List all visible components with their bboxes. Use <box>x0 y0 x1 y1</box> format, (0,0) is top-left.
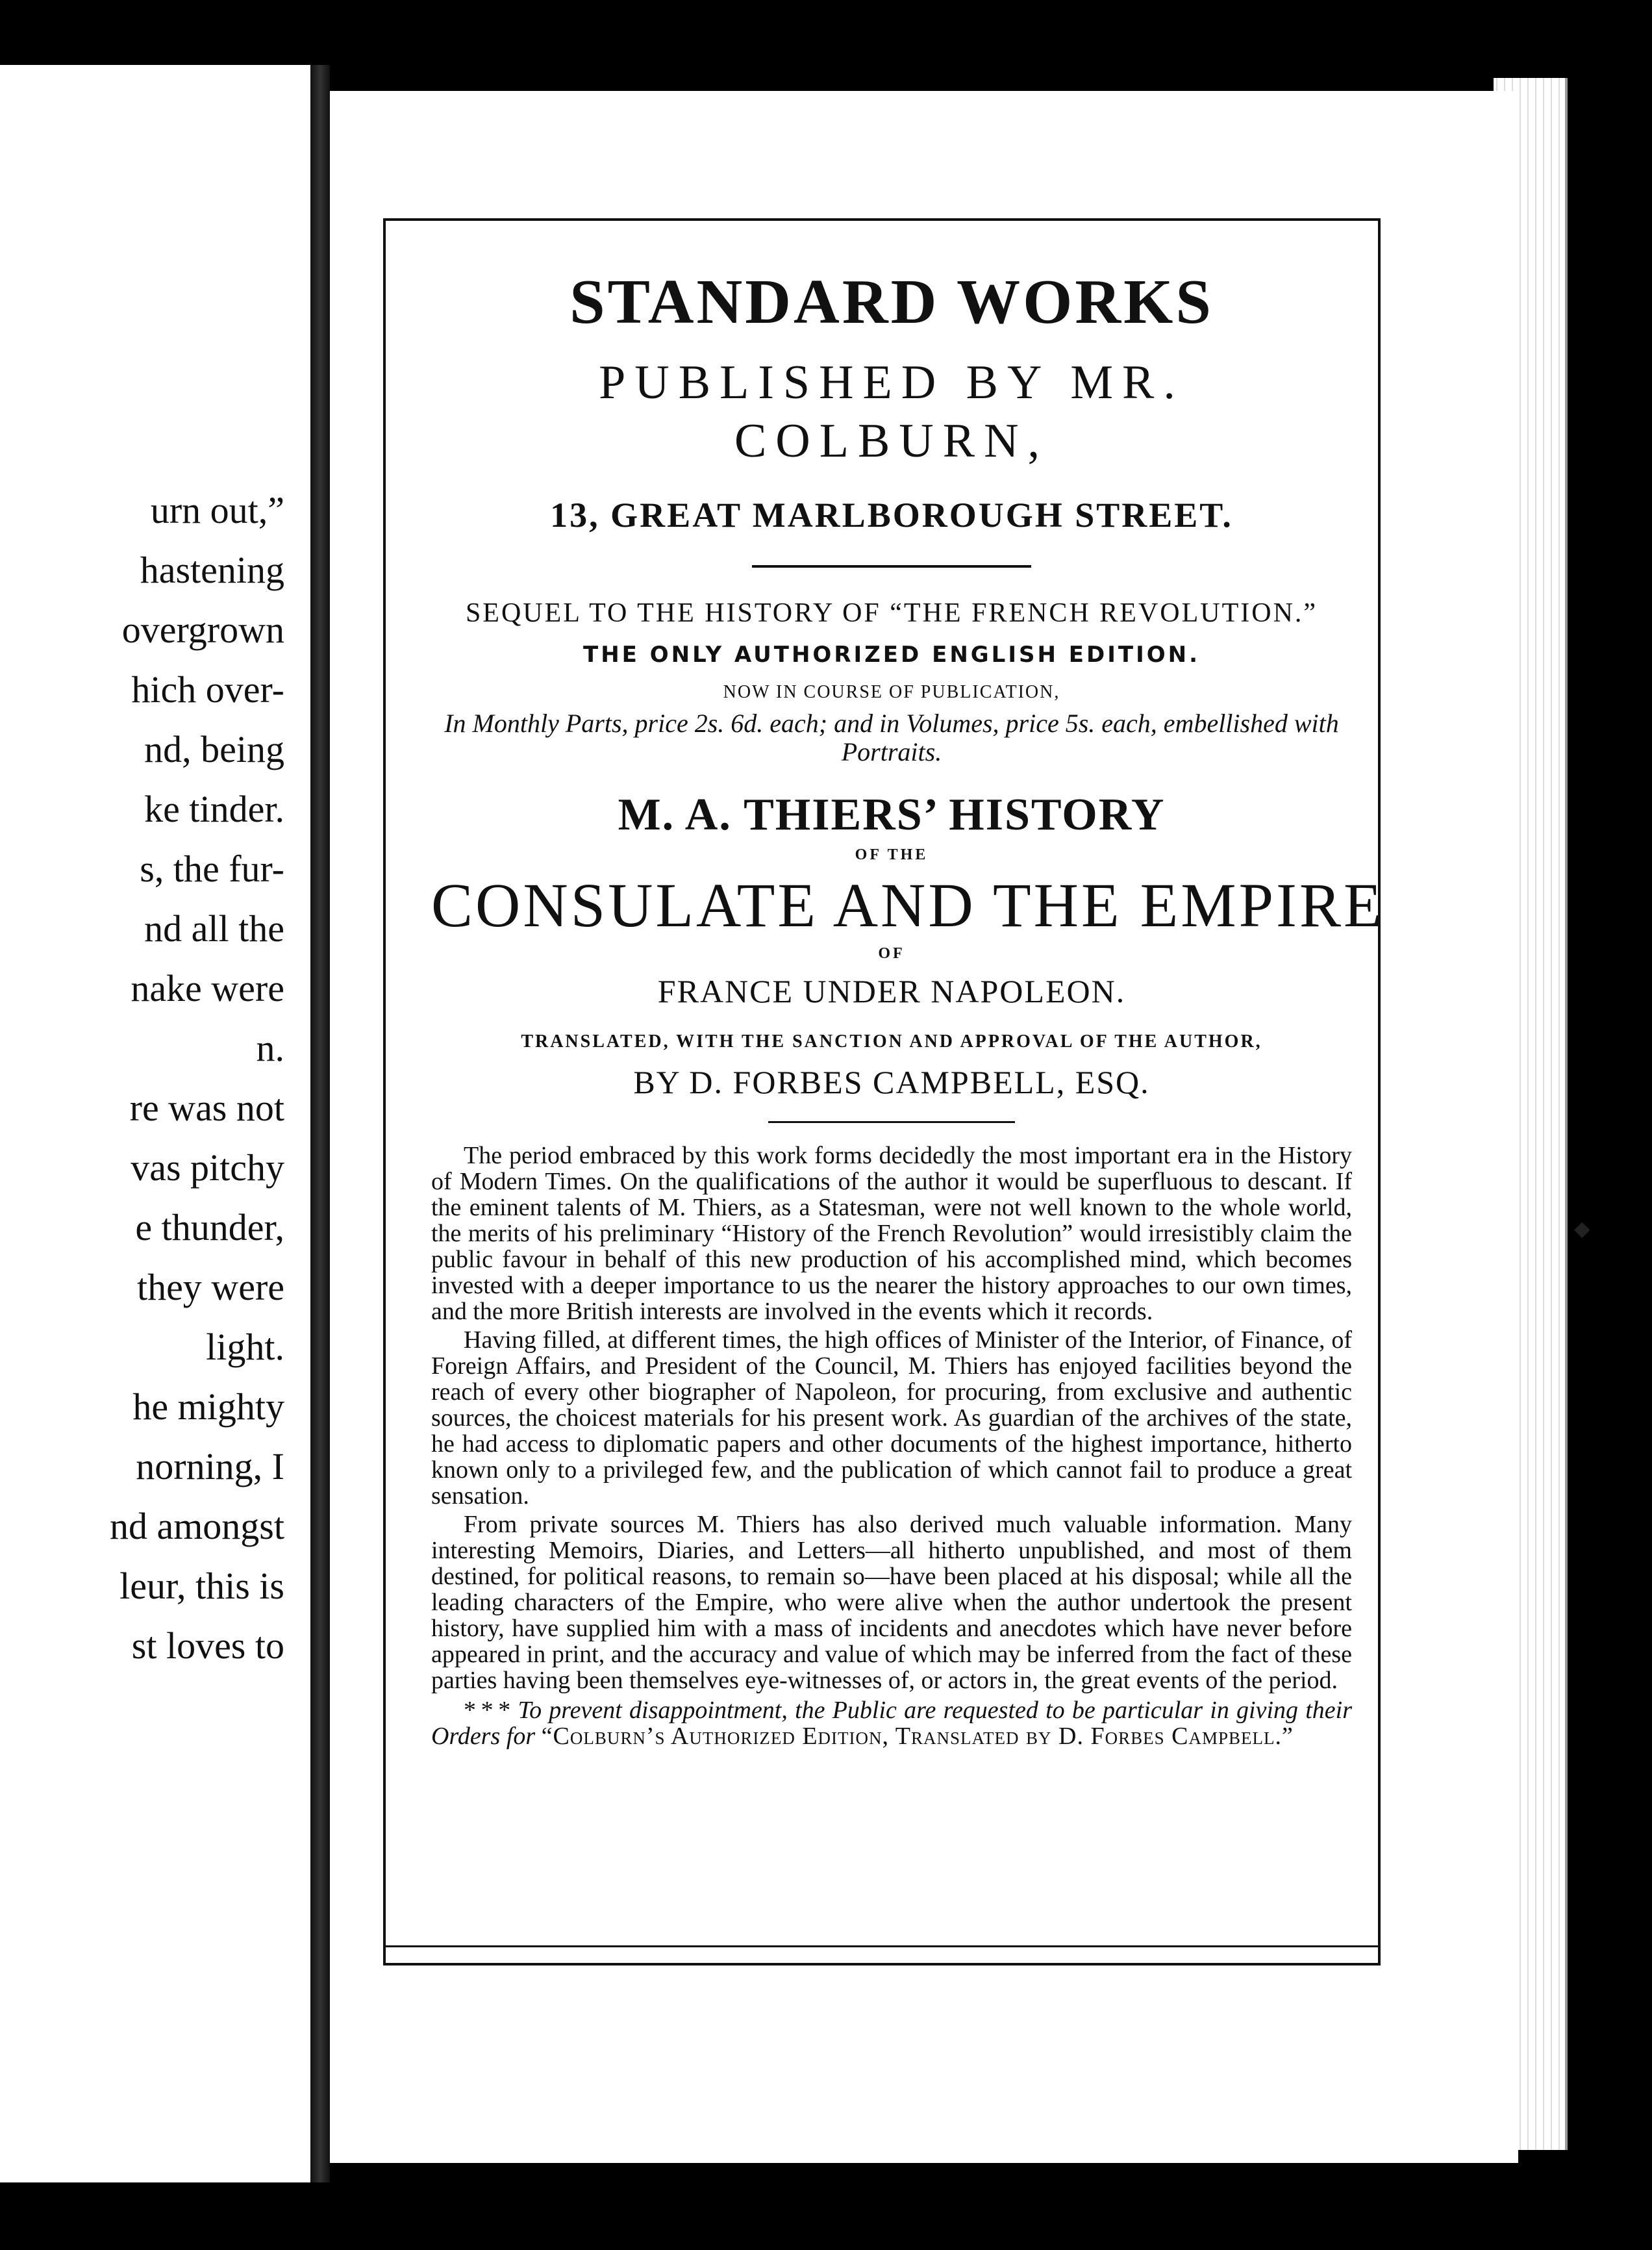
book-gutter <box>310 65 330 2182</box>
ad-caution-note <box>431 1697 1352 1749</box>
ad-authorized-edition: THE ONLY AUTHORIZED ENGLISH EDITION. <box>583 642 1200 668</box>
ad-sequel-line: SEQUEL TO THE HISTORY OF “THE FRENCH REVOLUTION.” <box>465 598 1318 628</box>
left-line: nd amongst <box>109 1505 284 1547</box>
ad-title: STANDARD WORKS <box>569 267 1214 337</box>
left-line: hastening <box>140 549 284 591</box>
ad-course-of-publication: NOW IN COURSE OF PUBLICATION, <box>723 682 1060 702</box>
left-line: e thunder, <box>135 1206 284 1248</box>
ad-translator: BY D. FORBES CAMPBELL, ESQ. <box>633 1064 1150 1100</box>
left-line: nd, being <box>144 728 284 770</box>
divider-rule <box>768 1121 1015 1123</box>
bottom-rule <box>386 1945 1378 1947</box>
left-line: hich over- <box>131 668 284 711</box>
left-line: they were <box>136 1266 284 1308</box>
left-line: vas pitchy <box>131 1146 284 1189</box>
ad-body <box>431 1143 1352 1693</box>
caution-edition: “Colburn’s Authorized Edition, Translated by D. Forbes Campbell.” <box>541 1723 1294 1750</box>
ad-connector-of-the: OF THE <box>855 846 929 863</box>
ad-paragraph: Having filled, at different times, the high offices of Minister of the Interior, of Finance, of Foreign Affairs, and President of the Council, M. Thiers has enjoyed facilities beyond the reach of every other biographer of Napoleon, for procuring, from exclusive and authentic sources, the choicest materials for his present work. As guardian of the archives of the state, he had access to diplomatic papers and other documents of the highest importance, hitherto known only to a privileged few, and the publication of which cannot fail to produce a great sensation. <box>431 1326 1352 1510</box>
left-line: nake were <box>131 967 284 1009</box>
left-line: leur, this is <box>119 1565 284 1607</box>
asterism: * * * <box>464 1697 511 1724</box>
left-line: ke tinder. <box>144 788 284 830</box>
left-line: n. <box>256 1027 284 1069</box>
ad-address: 13, GREAT MARLBOROUGH STREET. <box>550 496 1233 535</box>
ad-work-title: CONSULATE AND THE EMPIRE <box>431 870 1384 940</box>
left-line: st loves to <box>131 1624 284 1667</box>
ad-price-terms: In Monthly Parts, price 2s. 6d. each; and in Volumes, price 5s. each, embellished with Portraits. <box>444 709 1339 766</box>
advertisement-frame <box>383 218 1384 1966</box>
ad-paragraph: From private sources M. Thiers has also derived much valuable information. Many interesting Memoirs, Diaries, and Letters—all hitherto unpublished, and most of them destined, for political reasons, to remain so—have been placed at his disposal; while all the leading characters of the Empire, who were alive when the author undertook the present history, have supplied him with a mass of incidents and anecdotes which have never before appeared in print, and the accuracy and value of which may be inferred from the fact of these parties having been themselves eye-witnesses of, or actors in, the great events of the period. <box>431 1511 1352 1694</box>
left-line: he mighty <box>132 1385 284 1428</box>
left-line: light. <box>206 1326 284 1368</box>
left-line: re was not <box>129 1087 284 1129</box>
left-page <box>0 65 310 2182</box>
left-page-text <box>0 481 284 1676</box>
left-line: nd all the <box>144 907 284 950</box>
advertisement-content <box>431 266 1384 1750</box>
ad-work-subtitle: FRANCE UNDER NAPOLEON. <box>657 973 1126 1009</box>
ad-translation-note: TRANSLATED, WITH THE SANCTION AND APPROVAL OF THE AUTHOR, <box>521 1031 1262 1052</box>
margin-mark-icon: ◆ <box>1574 1216 1590 1241</box>
ad-publisher: PUBLISHED BY MR. COLBURN, <box>599 356 1184 468</box>
left-line: s, the fur- <box>140 848 284 890</box>
ad-work-author: M. A. THIERS’ HISTORY <box>618 790 1166 840</box>
left-line: overgrown <box>121 609 284 651</box>
divider-rule <box>752 565 1031 568</box>
left-line: urn out,” <box>150 489 284 531</box>
caution-text: To prevent disappointment, the Public are requested to be particular in giving their Orders for <box>431 1697 1352 1750</box>
ad-connector-of: OF <box>878 945 905 962</box>
left-line: norning, I <box>136 1445 284 1487</box>
ad-paragraph: The period embraced by this work forms decidedly the most important era in the History of Modern Times. On the qualifications of the author it would be superfluous to descant. If the eminent talents of M. Thiers, as a Statesman, were not well known to the whole world, the merits of his preliminary “History of the French Revolution” would irresistibly claim the public favour in behalf of this new production of his accomplished mind, which becomes invested with a deeper importance to us the nearer the history approaches to our own times, and the more British interests are involved in the events which it records. <box>431 1142 1352 1325</box>
